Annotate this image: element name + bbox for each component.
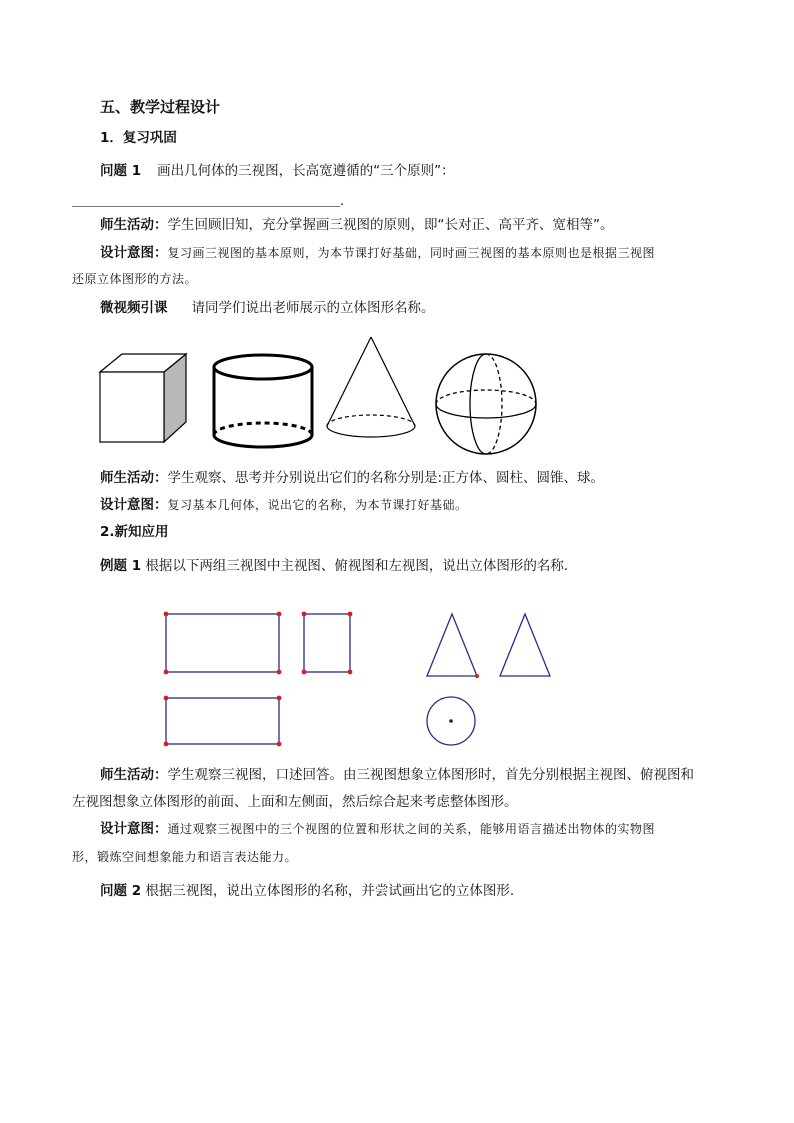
- video-intro: [100, 299, 435, 317]
- example-1: [100, 557, 568, 575]
- activity-3: [100, 766, 694, 784]
- intent-1-line2: 还原立体图形的方法。: [72, 272, 198, 286]
- activity-3-label: 师生活动：: [100, 767, 168, 783]
- activity-1-label: 师生活动：: [100, 217, 168, 233]
- video-intro-text: 请同学们说出老师展示的立体图形名称。: [191, 300, 435, 316]
- front-view-rect: [166, 614, 279, 672]
- activity-2-text: 学生观察、思考并分别说出它们的名称分别是:正方体、圆柱、圆锥、球。: [167, 470, 605, 486]
- question-1-text: 画出几何体的三视图，长高宽遵循的“三个原则”：: [157, 163, 455, 179]
- three-views-prism: [160, 608, 360, 750]
- intent-2-text: 复习基本几何体，说出它的名称，为本节课打好基础。: [167, 498, 468, 512]
- question-1: [100, 162, 455, 180]
- intent-2: [100, 496, 468, 514]
- cone-figure: [322, 334, 420, 446]
- question-1-label: 问题 1: [100, 163, 142, 179]
- activity-1: [100, 216, 614, 234]
- answer-blank-line: [72, 206, 340, 207]
- front-view-triangle: [427, 614, 477, 676]
- activity-3-line1: 学生观察三视图，口述回答。由三视图想象立体图形时，首先分别根据主视图、俯视图和: [167, 767, 694, 783]
- section-title: 五、教学过程设计: [100, 98, 221, 116]
- question-2-label: 问题 2: [100, 883, 142, 899]
- subsection-review: 1．复习巩固: [100, 130, 177, 146]
- intent-1: [100, 244, 655, 262]
- left-view-square: [304, 614, 350, 672]
- sphere-figure: [432, 354, 540, 454]
- answer-blank-end: .: [340, 194, 345, 209]
- cylinder-figure: [208, 346, 318, 456]
- top-view-rect: [166, 698, 279, 744]
- activity-1-text: 学生回顾旧知，充分掌握画三视图的原则，即“长对正、高平齐、宽相等”。: [167, 217, 614, 233]
- example-1-text: 根据以下两组三视图中主视图、俯视图和左视图，说出立体图形的名称.: [145, 558, 569, 574]
- activity-2-label: 师生活动：: [100, 470, 168, 486]
- intent-3-line1: 通过观察三视图中的三个视图的位置和形状之间的关系，能够用语言描述出物体的实物图: [167, 822, 656, 836]
- example-1-label: 例题 1: [100, 558, 142, 574]
- left-view-triangle: [500, 614, 550, 676]
- top-view-center: [449, 719, 453, 723]
- three-views-cone: [420, 608, 560, 750]
- intent-1-line1: 复习画三视图的基本原则，为本节课打好基础，同时画三视图的基本原则也是根据三视图: [167, 246, 656, 260]
- activity-3-line2: 左视图想象立体图形的前面、上面和左侧面，然后综合起来考虑整体图形。: [72, 794, 518, 810]
- cube-figure: [98, 352, 190, 446]
- intent-1-label: 设计意图：: [100, 245, 168, 261]
- intent-3: [100, 820, 655, 838]
- video-intro-label: 微视频引课: [100, 300, 168, 316]
- intent-3-line2: 形，锻炼空间想象能力和语言表达能力。: [72, 850, 298, 864]
- intent-3-label: 设计意图：: [100, 821, 168, 837]
- intent-2-label: 设计意图：: [100, 497, 168, 513]
- activity-2: [100, 469, 604, 487]
- subsection-application: 2.新知应用: [100, 524, 169, 540]
- question-2-text: 根据三视图，说出立体图形的名称，并尝试画出它的立体图形.: [145, 883, 515, 899]
- question-2: [100, 882, 514, 900]
